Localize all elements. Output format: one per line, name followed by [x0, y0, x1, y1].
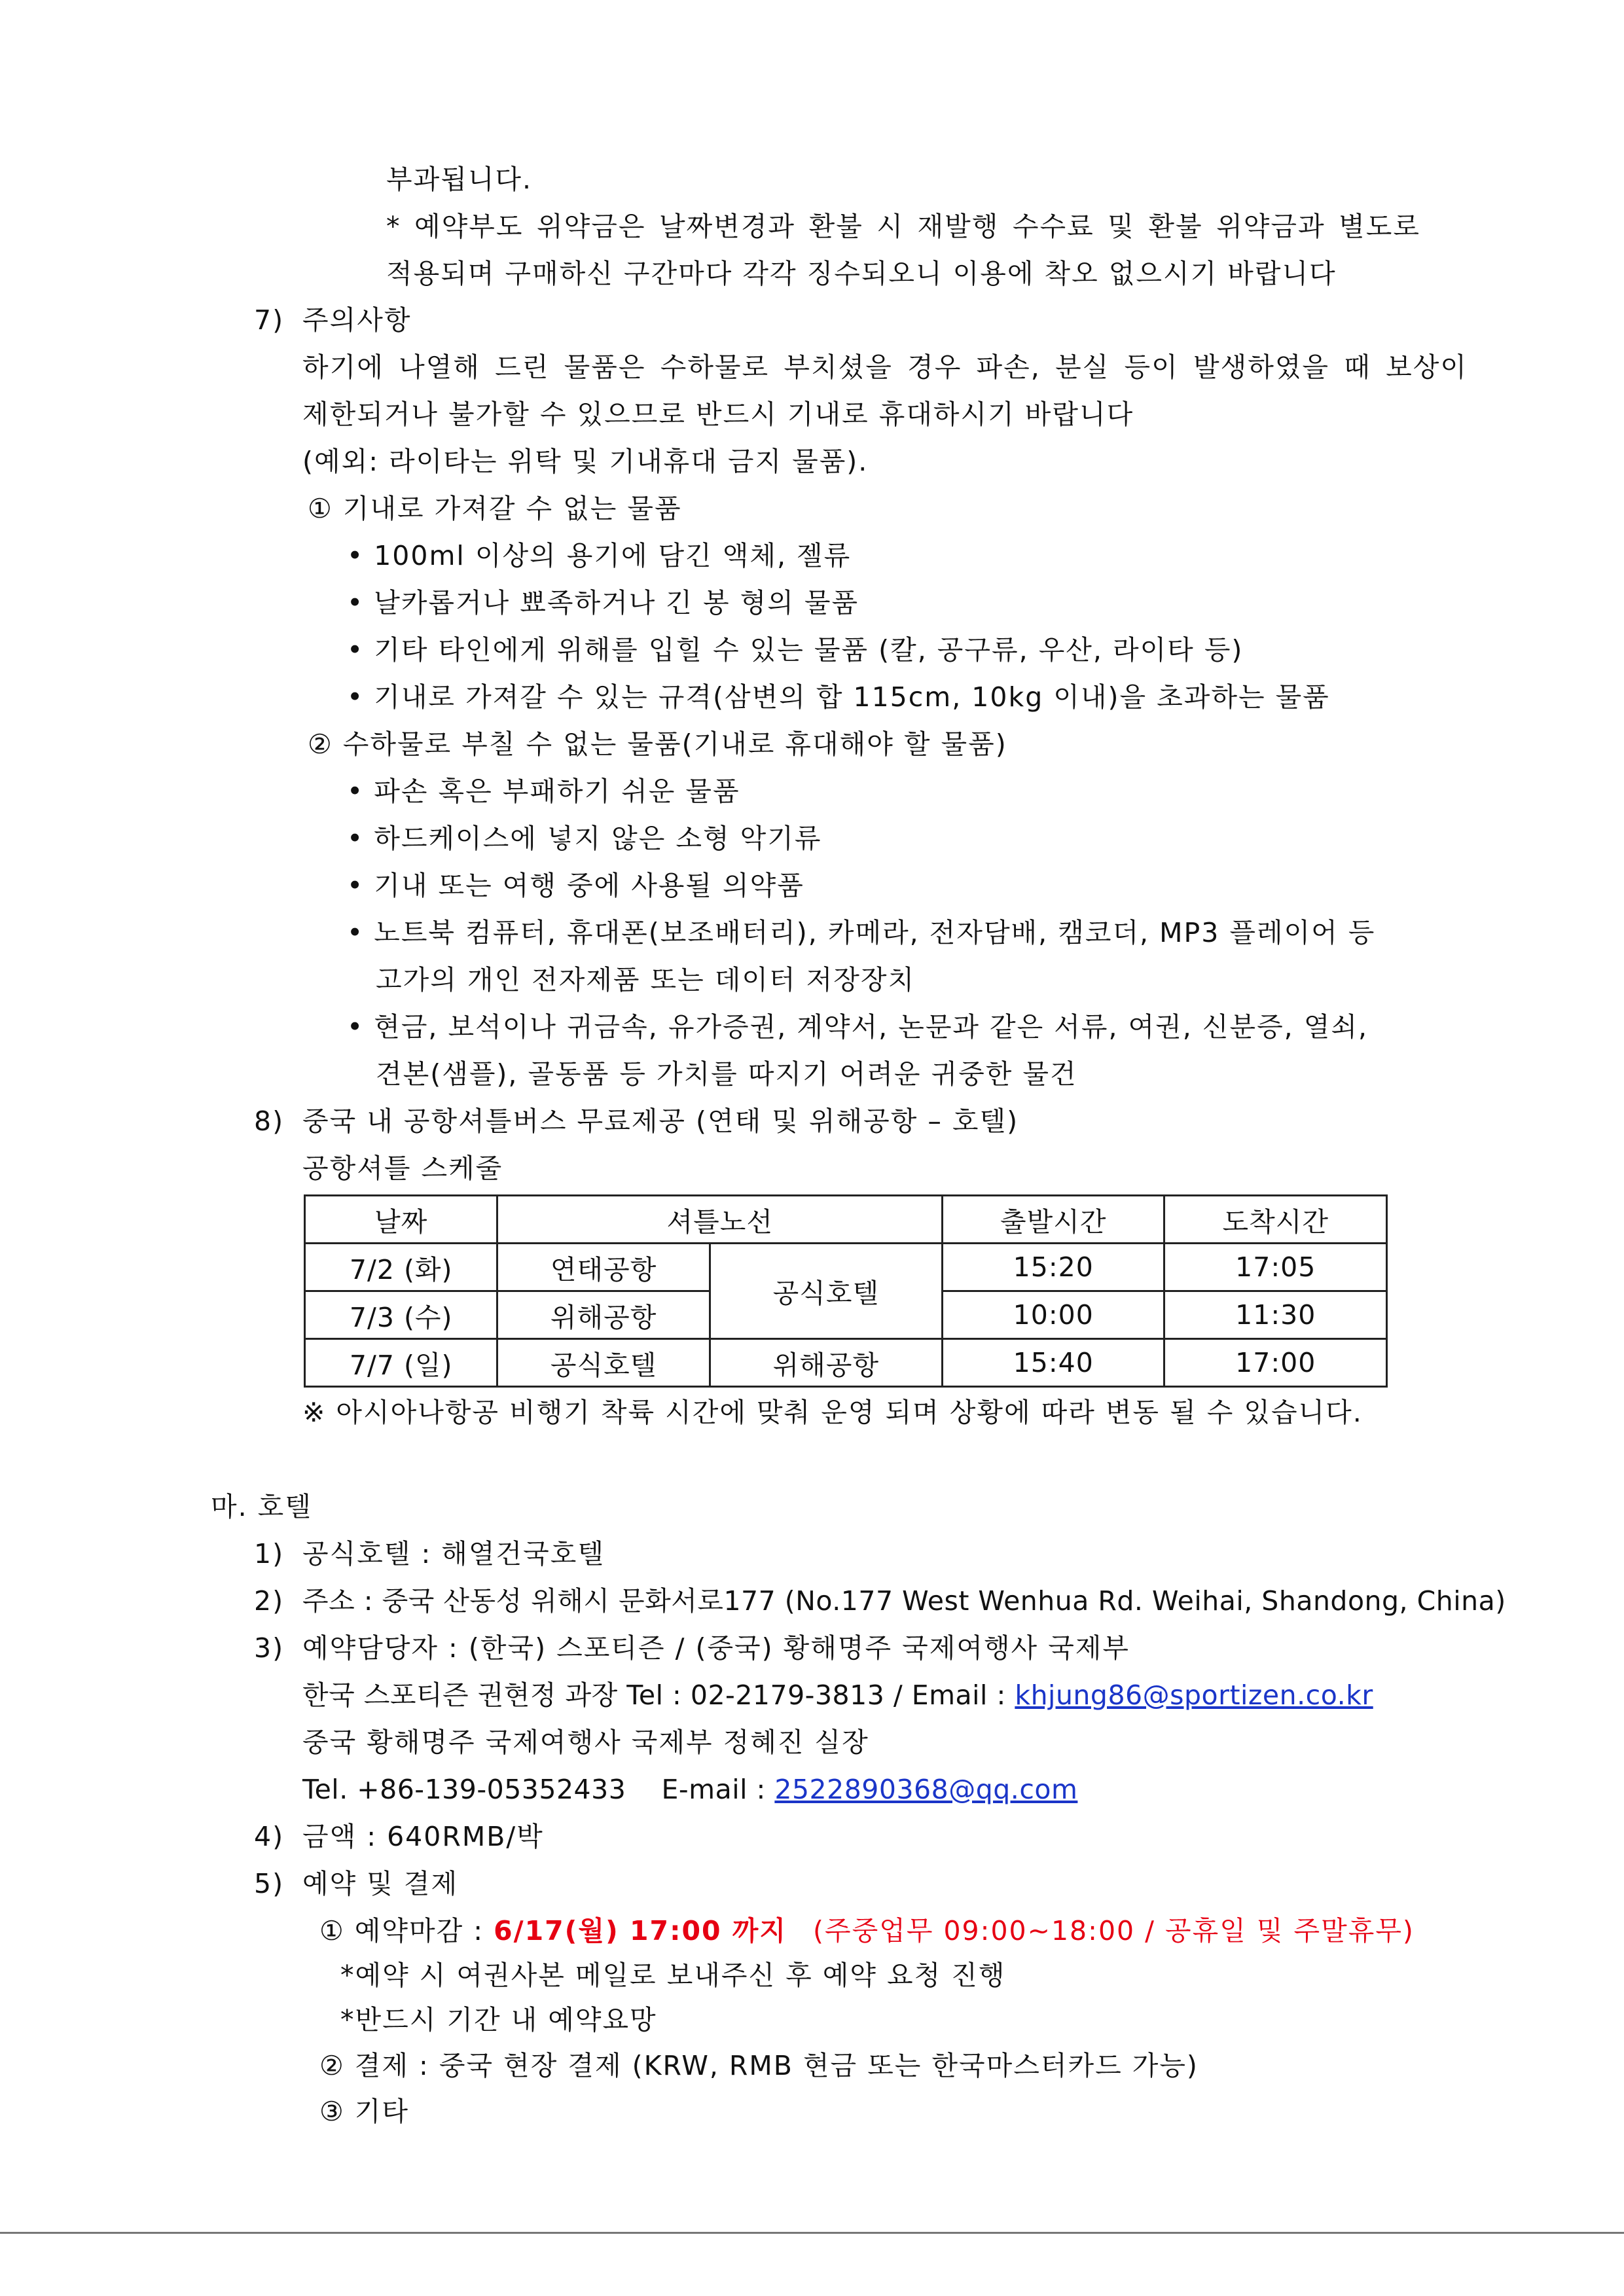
table-row	[305, 1244, 1387, 1291]
official-hotel: 공식호텔 : 해열건국호텔	[302, 1538, 605, 1570]
section-7-title: 주의사항	[302, 304, 412, 336]
hotel-item-number: 4)	[254, 1821, 285, 1852]
hotel-heading: 마. 호텔	[211, 1491, 312, 1522]
contact-china-tel-text: Tel. +86-139-05352433 E-mail :	[302, 1774, 775, 1805]
section-7-paragraph-1: 하기에 나열해 드린 물품은 수하물로 부치셨을 경우 파손, 분실 등이 발생하였을 때 보상이	[302, 351, 1468, 383]
header-arrival: 도착시간	[1164, 1196, 1387, 1244]
penalty-line-2: * 예약부도 위약금은 날짜변경과 환불 시 재발행 수수료 및 환불 위약금과 별도로	[386, 211, 1420, 242]
cell-date: 7/2 (화)	[305, 1244, 497, 1291]
header-date: 날짜	[305, 1196, 497, 1244]
cell-departure: 15:40	[943, 1339, 1164, 1387]
payment-info: ② 결제 : 중국 현장 결제 (KRW, RMB 현금 또는 한국마스터카드 가능)	[319, 2050, 1199, 2081]
hotel-item-number: 1)	[254, 1538, 285, 1570]
other-info: ③ 기타	[319, 2096, 410, 2127]
list-item: • 현금, 보석이나 귀금속, 유가증권, 계약서, 논문과 같은 서류, 여권, 신분증, 열쇠,	[347, 1011, 1368, 1043]
reservation-note-1: *예약 시 여권사본 메일로 보내주신 후 예약 요청 진행	[340, 1960, 1006, 1991]
list-item: • 노트북 컴퓨터, 휴대폰(보조배터리), 카메라, 전자담배, 캠코더, MP3 플레이어 등	[347, 917, 1376, 948]
footer-divider	[0, 2232, 1624, 2234]
list-item-text: 하드케이스에 넣지 않은 소형 악기류	[374, 823, 822, 854]
cell-departure: 15:20	[943, 1244, 1164, 1291]
header-departure: 출발시간	[943, 1196, 1164, 1244]
cell-from: 연태공항	[497, 1244, 710, 1291]
reservation-contact-title: 예약담당자 : (한국) 스포티즌 / (중국) 황해명주 국제여행사 국제부	[302, 1632, 1130, 1664]
list-item-text: 날카롭거나 뾰족하거나 긴 봉 형의 물품	[374, 587, 859, 619]
hotel-item-number: 3)	[254, 1632, 285, 1664]
shuttle-schedule-table	[304, 1194, 1388, 1388]
section-8-number: 8)	[254, 1105, 285, 1137]
list-item-text: 기내로 가져갈 수 있는 규격(삼변의 합 115cm, 10kg 이내)을 초과하는 물품	[374, 681, 1330, 713]
list-item-text: 100ml 이상의 용기에 담긴 액체, 젤류	[374, 540, 852, 571]
hotel-price: 금액 : 640RMB/박	[302, 1821, 544, 1852]
penalty-line-3: 적용되며 구매하신 구간마다 각각 징수되오니 이용에 착오 없으시기 바랍니다	[386, 258, 1337, 289]
list-item-text: 기타 타인에게 위해를 입힐 수 있는 물품 (칼, 공구류, 우산, 라이타 등)	[374, 634, 1244, 666]
hotel-item-number: 2)	[254, 1585, 285, 1617]
cell-arrival: 11:30	[1164, 1291, 1387, 1339]
list-item-text: 파손 혹은 부패하기 쉬운 물품	[374, 776, 740, 807]
cell-date: 7/7 (일)	[305, 1339, 497, 1387]
list-item: • 파손 혹은 부패하기 쉬운 물품	[347, 776, 740, 807]
header-route: 셔틀노선	[497, 1196, 943, 1244]
deadline-hours: (주중업무 09:00~18:00 / 공휴일 및 주말휴무)	[813, 1915, 1415, 1946]
cell-from: 공식호텔	[497, 1339, 710, 1387]
contact-china: 중국 황해명주 국제여행사 국제부 정혜진 실장	[302, 1727, 869, 1758]
list-item: • 기내로 가져갈 수 있는 규격(삼변의 합 115cm, 10kg 이내)을 초과하는 물품	[347, 681, 1330, 713]
deadline-value: 6/17(월) 17:00 까지	[494, 1915, 787, 1946]
cell-date: 7/3 (수)	[305, 1291, 497, 1339]
cell-to: 위해공항	[710, 1339, 942, 1387]
section-7-paragraph-3: (예외: 라이타는 위탁 및 기내휴대 금지 물품).	[302, 446, 869, 477]
list-item: • 하드케이스에 넣지 않은 소형 악기류	[347, 823, 822, 854]
contact-china-tel	[302, 1771, 1077, 1808]
contact-korea-text: 한국 스포티즌 권현정 과장 Tel : 02-2179-3813 / Email :	[302, 1679, 1015, 1711]
cell-to: 공식호텔	[710, 1244, 942, 1339]
reservation-note-2: *반드시 기간 내 예약요망	[340, 2004, 657, 2036]
shuttle-schedule-title: 공항셔틀 스케줄	[302, 1153, 503, 1184]
list-item-text: 현금, 보석이나 귀금속, 유가증권, 계약서, 논문과 같은 서류, 여권, 신분증, 열쇠,	[374, 1011, 1368, 1043]
section-8-title: 중국 내 공항셔틀버스 무료제공 (연태 및 위해공항 – 호텔)	[302, 1105, 1019, 1137]
carry-on-prohibited-title: ① 기내로 가져갈 수 없는 물품	[308, 493, 682, 524]
list-item: • 날카롭거나 뾰족하거나 긴 봉 형의 물품	[347, 587, 859, 619]
shuttle-note: ※ 아시아나항공 비행기 착륙 시간에 맞춰 운영 되며 상황에 따라 변동 될 수 있습니다.	[302, 1397, 1363, 1428]
cell-arrival: 17:00	[1164, 1339, 1387, 1387]
email-link-korea[interactable]: khjung86@sportizen.co.kr	[1015, 1679, 1373, 1711]
list-item-continuation: 견본(샘플), 골동품 등 가치를 따지기 어려운 귀중한 물건	[376, 1058, 1077, 1090]
list-item-text: 노트북 컴퓨터, 휴대폰(보조배터리), 카메라, 전자담배, 캠코더, MP3 플레이어 등	[374, 917, 1376, 948]
hotel-address: 주소 : 중국 산동성 위해시 문화서로177 (No.177 West Wenhua Rd. Weihai, Shandong, China)	[302, 1585, 1506, 1617]
cell-arrival: 17:05	[1164, 1244, 1387, 1291]
reservation-deadline	[319, 1912, 1415, 1949]
list-item-text: 기내 또는 여행 중에 사용될 의약품	[374, 870, 804, 901]
checked-baggage-prohibited-title: ② 수하물로 부칠 수 없는 물품(기내로 휴대해야 할 물품)	[308, 728, 1007, 760]
list-item: • 100ml 이상의 용기에 담긴 액체, 젤류	[347, 540, 852, 571]
table-header-row	[305, 1196, 1387, 1244]
reservation-title: 예약 및 결제	[302, 1868, 459, 1899]
cell-departure: 10:00	[943, 1291, 1164, 1339]
email-link-china[interactable]: 2522890368@qq.com	[774, 1774, 1078, 1805]
table-row	[305, 1339, 1387, 1387]
list-item-continuation: 고가의 개인 전자제품 또는 데이터 저장장치	[376, 964, 916, 996]
section-7-paragraph-2: 제한되거나 불가할 수 있으므로 반드시 기내로 휴대하시기 바랍니다	[302, 399, 1134, 430]
contact-korea	[302, 1677, 1373, 1713]
deadline-label: ① 예약마감 :	[319, 1915, 494, 1946]
hotel-item-number: 5)	[254, 1868, 285, 1899]
list-item: • 기타 타인에게 위해를 입힐 수 있는 물품 (칼, 공구류, 우산, 라이타 등)	[347, 634, 1244, 666]
cell-from: 위해공항	[497, 1291, 710, 1339]
section-7-number: 7)	[254, 304, 285, 336]
list-item: • 기내 또는 여행 중에 사용될 의약품	[347, 870, 804, 901]
penalty-line-1: 부과됩니다.	[386, 164, 533, 195]
